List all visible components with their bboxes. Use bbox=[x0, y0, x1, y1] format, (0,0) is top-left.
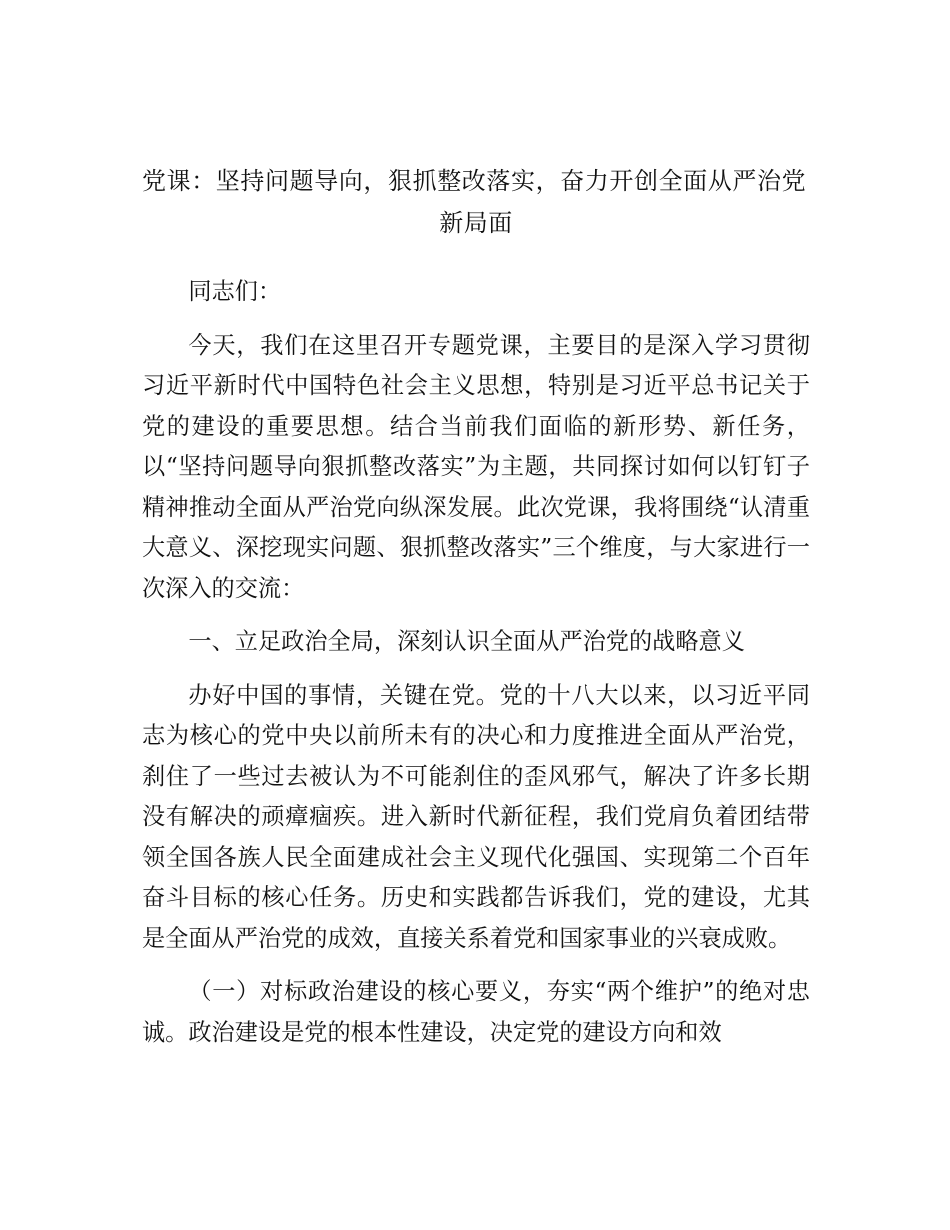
title-line-1: 党课：坚持问题导向，狠抓整改落实，奋力开创全面从严治党 bbox=[142, 167, 807, 195]
greeting: 同志们： bbox=[188, 278, 282, 305]
section-heading-1: 一、立足政治全局，深刻认识全面从严治党的战略意义 bbox=[188, 628, 745, 655]
paragraph-body-1: 办好中国的事情，关键在党。党的十八大以来，以习近平同志为核心的党中央以前所未有的决心和力度推进全面从严治党，刹住了一些过去被认为不可能刹住的歪风邪气，解决了许多长期没有解决的顽瘴痼疾。进入新时代新征程，我们党肩负着团结带领全国各族人民全面建成社会主义现代化强国、实现第二个百年奋斗目标的核心任务。历史和实践都告诉我们，党的建设，尤其是全面从严治党的成效，直接关系着党和国家事业的兴衰成败。 bbox=[142, 681, 810, 952]
document-title bbox=[142, 160, 810, 244]
title-line-2: 新局面 bbox=[439, 209, 513, 237]
document-body bbox=[142, 160, 810, 1053]
paragraph-intro: 今天，我们在这里召开专题党课，主要目的是深入学习贯彻习近平新时代中国特色社会主义思想，特别是习近平总书记关于党的建设的重要思想。结合当前我们面临的新形势、新任务，以“坚持问题导向狠抓整改落实”为主题，共同探讨如何以钉钉子精神推动全面从严治党向纵深发展。此次党课，我将围绕“认清重大意义、深挖现实问题、狠抓整改落实”三个维度，与大家进行一次深入的交流： bbox=[142, 331, 810, 602]
subsection-paragraph-1: （一）对标政治建设的核心要义，夯实“两个维护”的绝对忠诚。政治建设是党的根本性建设，决定党的建设方向和效 bbox=[142, 978, 810, 1046]
